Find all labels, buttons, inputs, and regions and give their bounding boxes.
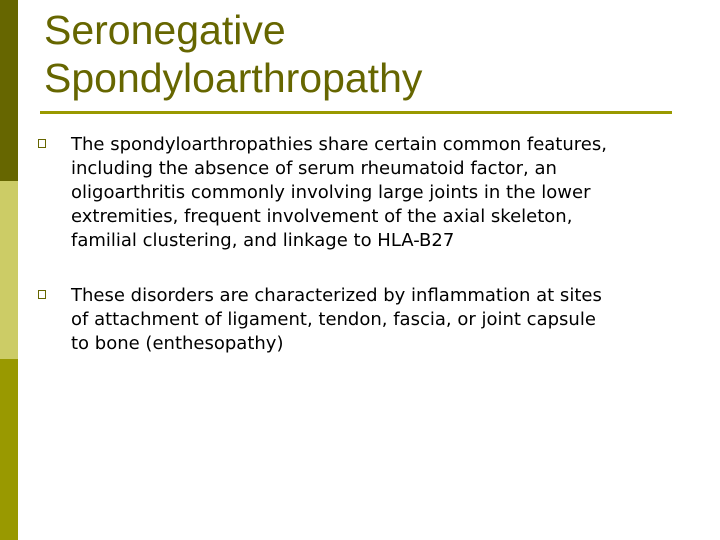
left-accent-bar-top xyxy=(0,0,18,181)
left-accent-bar-middle xyxy=(0,181,18,359)
bullet-text-2 xyxy=(71,284,678,356)
slide-title-line-2: Spondyloarthropathy xyxy=(44,55,423,101)
square-bullet-icon xyxy=(38,139,46,148)
bullet-2-line-2: of attachment of ligament, tendon, fascia, or joint capsule xyxy=(71,309,596,330)
bullet-2-line-1: These disorders are characterized by inflammation at sites xyxy=(71,285,602,306)
slide-title xyxy=(44,6,684,102)
bullet-2-line-3: to bone (enthesopathy) xyxy=(71,333,284,354)
bullet-1-line-4: extremities, frequent involvement of the axial skeleton, xyxy=(71,206,573,227)
slide-title-line-1: Seronegative xyxy=(44,7,286,53)
bullet-item-2 xyxy=(38,284,678,356)
title-underline-divider xyxy=(40,111,672,114)
square-bullet-icon xyxy=(38,290,46,299)
bullet-text-1 xyxy=(71,133,678,253)
bullet-1-line-2: including the absence of serum rheumatoid factor, an xyxy=(71,158,557,179)
left-accent-bar-bottom xyxy=(0,359,18,540)
bullet-item-1 xyxy=(38,133,678,253)
bullet-1-line-5: familial clustering, and linkage to HLA-B27 xyxy=(71,230,455,251)
bullet-1-line-3: oligoarthritis commonly involving large joints in the lower xyxy=(71,182,591,203)
bullet-1-line-1: The spondyloarthropathies share certain common features, xyxy=(71,134,607,155)
